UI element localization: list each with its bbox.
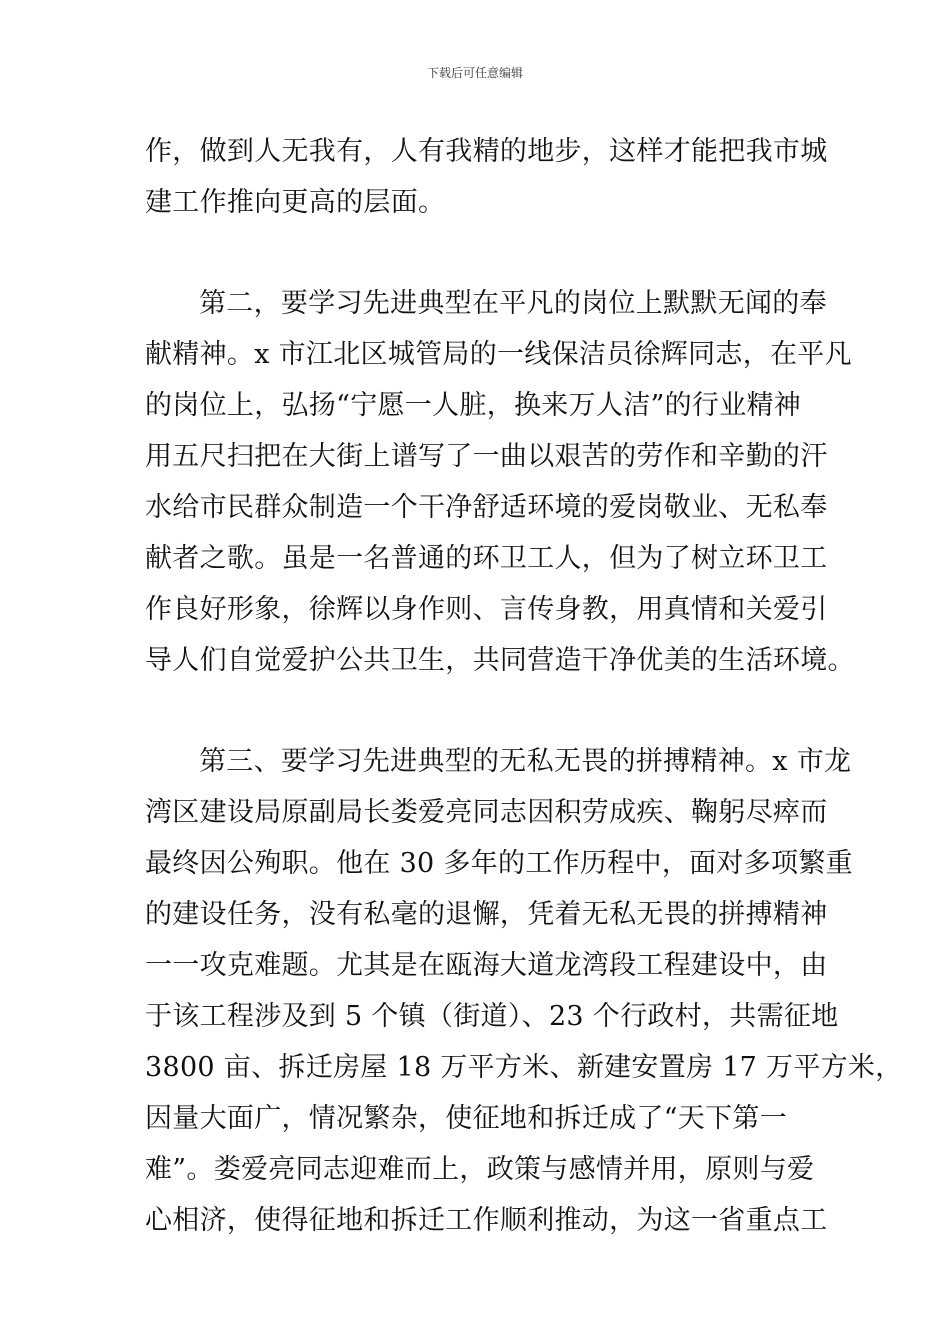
text-line: 作，做到人无我有，人有我精的地步，这样才能把我市城 — [145, 136, 828, 167]
text-line: 3800 亩、拆迁房屋 18 万平方米、新建安置房 17 万平方米， — [145, 1052, 903, 1083]
text-line: 献者之歌。虽是一名普通的环卫工人，但为了树立环卫工 — [145, 543, 828, 574]
text-line: 的岗位上，弘扬“宁愿一人脏，换来万人洁”的行业精神 — [145, 390, 802, 421]
text-line: 难”。娄爱亮同志迎难而上，政策与感情并用，原则与爱 — [145, 1154, 815, 1185]
page-header-note: 下载后可任意编辑 — [426, 66, 523, 80]
paragraph-1 — [145, 126, 828, 228]
text-line: 一一攻克难题。尤其是在瓯海大道龙湾段工程建设中，由 — [145, 950, 828, 981]
text-line: 建工作推向更高的层面。 — [145, 187, 446, 218]
paragraph-gap — [145, 686, 813, 736]
text-line: 因量大面广，情况繁杂，使征地和拆迁成了“天下第一 — [145, 1103, 788, 1134]
paragraph-gap — [145, 228, 813, 278]
text-line: 的建设任务，没有私毫的退懈，凭着无私无畏的拼搏精神 — [145, 899, 828, 930]
text-line: 第二，要学习先进典型在平凡的岗位上默默无闻的奉 — [199, 288, 827, 319]
text-line: 第三、要学习先进典型的无私无畏的拼搏精神。x 市龙 — [199, 746, 852, 777]
text-line: 于该工程涉及到 5 个镇（街道）、23 个行政村，共需征地 — [145, 1001, 839, 1032]
paragraph-3 — [145, 736, 903, 1246]
text-line: 作良好形象，徐辉以身作则、言传身教，用真情和关爱引 — [145, 594, 828, 625]
text-line: 水给市民群众制造一个干净舒适环境的爱岗敬业、无私奉 — [145, 492, 828, 523]
document-body — [145, 126, 903, 1246]
text-line: 心相济，使得征地和拆迁工作顺利推动，为这一省重点工 — [145, 1205, 828, 1236]
text-line: 献精神。x 市江北区城管局的一线保洁员徐辉同志，在平凡 — [145, 339, 852, 370]
paragraph-2 — [145, 278, 855, 686]
text-line: 最终因公殉职。他在 30 多年的工作历程中，面对多项繁重 — [145, 848, 853, 879]
text-line: 湾区建设局原副局长娄爱亮同志因积劳成疾、鞠躬尽瘁而 — [145, 797, 828, 828]
text-line: 用五尺扫把在大街上谱写了一曲以艰苦的劳作和辛勤的汗 — [145, 441, 828, 472]
text-line: 导人们自觉爱护公共卫生，共同营造干净优美的生活环境。 — [145, 645, 855, 676]
